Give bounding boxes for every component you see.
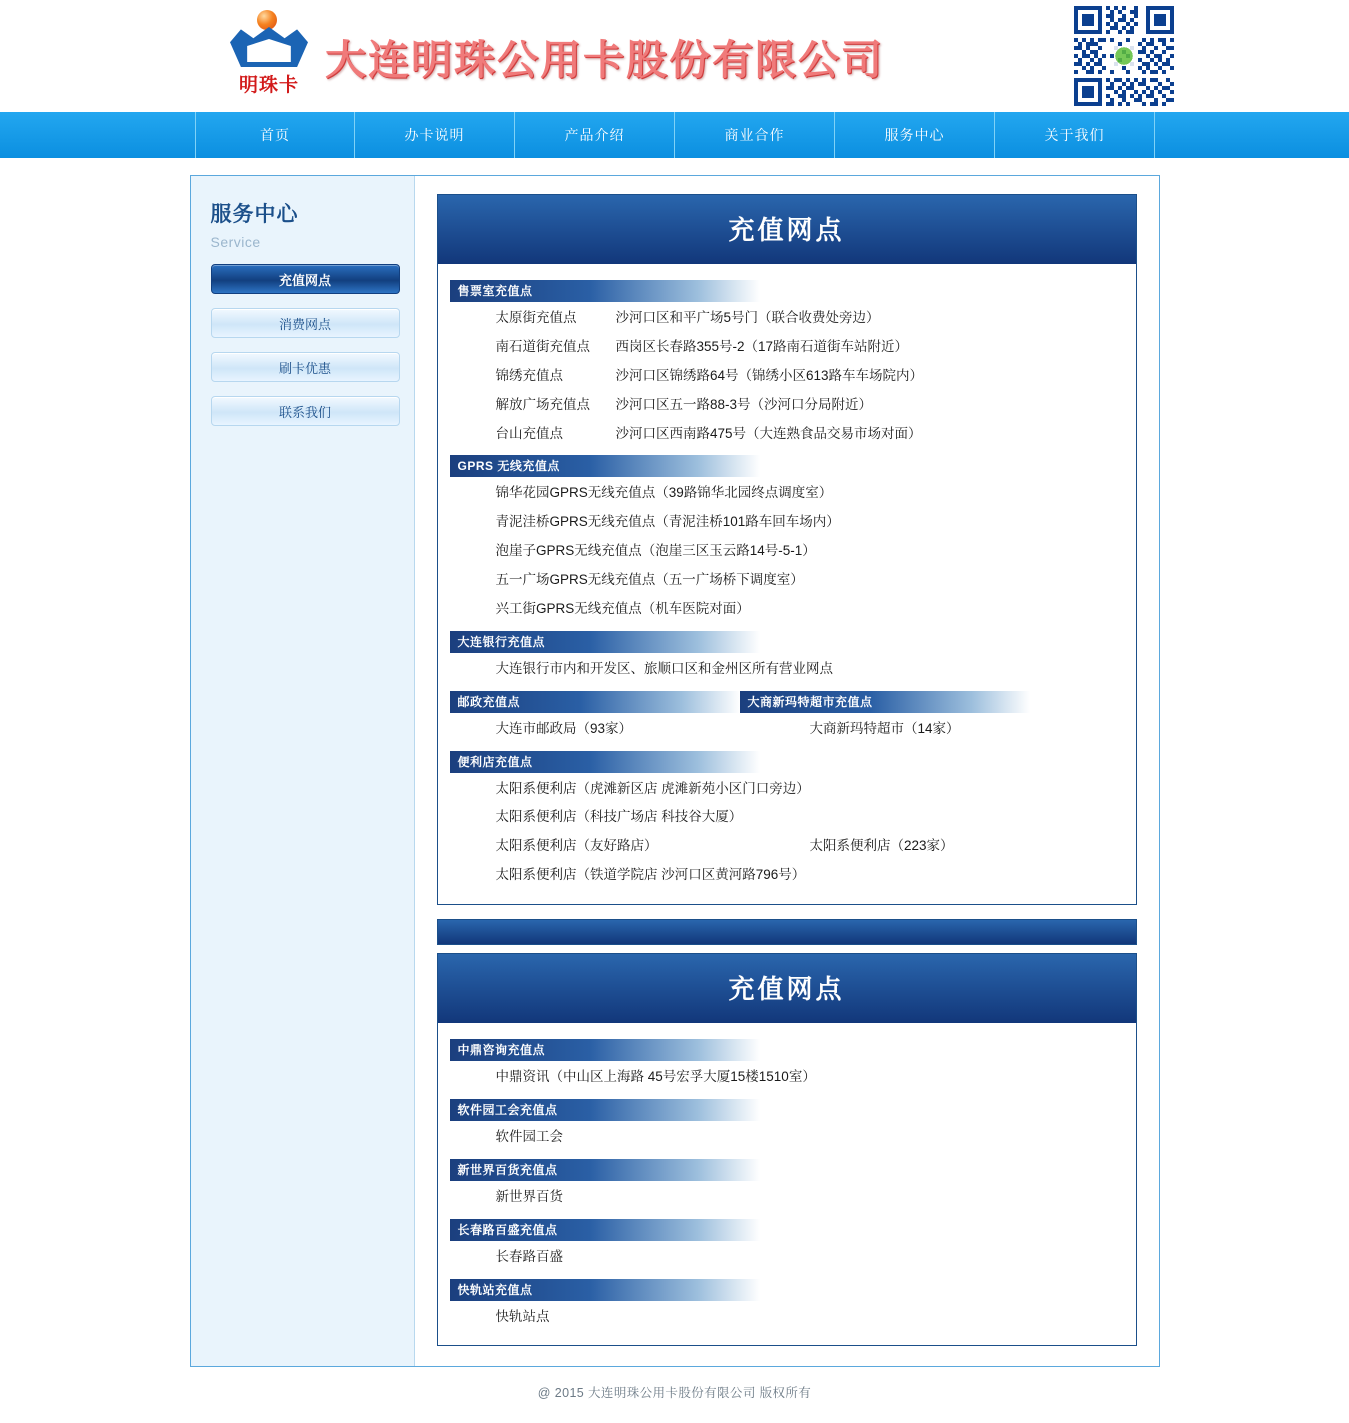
list-item: [496, 333, 1124, 362]
panel-gap: [437, 905, 1137, 913]
main-nav: [0, 112, 1349, 158]
point-text: 长春路百盛: [495, 1248, 563, 1264]
qr-code-icon: [1074, 6, 1174, 106]
nav-item-card-guide[interactable]: 办卡说明: [355, 112, 515, 158]
point-text: 泡崖子GPRS无线充值点（泡崖三区玉云路14号-5-1）: [495, 543, 816, 559]
list-item: [496, 479, 1124, 508]
post-col: [496, 715, 810, 744]
panel-2-body: [438, 1026, 1136, 1345]
point-text: 太阳系便利店（科技广场店 科技谷大厦）: [495, 809, 743, 825]
point-text: 大连银行市内和开发区、旅顺口区和金州区所有营业网点: [495, 660, 833, 676]
nav-item-service[interactable]: 服务中心: [835, 112, 995, 158]
list-item: [496, 508, 1124, 537]
point-text: 太阳系便利店（友好路店）: [495, 838, 658, 854]
list-item: [496, 655, 1124, 684]
content-frame: [190, 175, 1160, 1367]
group-label-dalian-bank: 大连银行充值点: [450, 631, 760, 653]
ticket-office-rows: [450, 304, 1124, 448]
nav-item-about[interactable]: 关于我们: [995, 112, 1155, 158]
site-logo[interactable]: [224, 10, 314, 102]
panel-recharge-points-2: [437, 953, 1137, 1346]
point-text: 快轨站点: [495, 1308, 550, 1324]
list-item: [496, 420, 1124, 449]
list-item: [496, 715, 810, 744]
sidebar-title: 服务中心: [210, 203, 299, 226]
nav-item-products[interactable]: 产品介绍: [515, 112, 675, 158]
new-world-rows: [450, 1183, 1124, 1212]
list-item: [496, 537, 1124, 566]
list-item: [496, 1243, 1124, 1272]
list-item: [496, 566, 1124, 595]
list-item: [496, 1183, 1124, 1212]
bank-rows: [450, 655, 1124, 684]
sidebar-item-recharge-points[interactable]: 充值网点: [211, 264, 400, 294]
group-label-software-park-union: 软件园工会充值点: [450, 1099, 760, 1121]
metro-rows: [450, 1303, 1124, 1332]
group-label-new-world: 新世界百货充值点: [450, 1159, 760, 1181]
list-item: [496, 362, 1124, 391]
list-item: [496, 832, 1124, 861]
group-label-parkson: 长春路百盛充值点: [450, 1219, 760, 1241]
site-footer: @ 2015 大连明珠公用卡股份有限公司 版权所有: [537, 1386, 812, 1401]
sidebar-item-consumption-points[interactable]: 消费网点: [211, 308, 400, 338]
group-label-ticket-office: 售票室充值点: [450, 280, 760, 302]
list-item: [496, 775, 1124, 804]
point-address: 沙河口区五一路88-3号（沙河口分局附近）: [615, 396, 873, 412]
panel-recharge-points-1: [437, 194, 1137, 905]
group-label-row-post-mart: [450, 684, 1124, 715]
store-rows: [450, 775, 1124, 891]
site-header: [0, 0, 1349, 112]
post-mart-rows: [450, 715, 1124, 744]
group-label-zhongding: 中鼎咨询充值点: [450, 1039, 760, 1061]
point-text: 中鼎资讯（中山区上海路 45号宏孚大厦15楼1510室）: [495, 1069, 816, 1084]
list-item: [496, 803, 1124, 832]
point-name: 解放广场充值点: [495, 396, 590, 412]
list-item: [496, 304, 1124, 333]
group-label-metro-station: 快轨站充值点: [450, 1279, 760, 1301]
point-text: 太阳系便利店（铁道学院店 沙河口区黄河路796号）: [495, 867, 806, 883]
point-text: 兴工街GPRS无线充值点（机车医院对面）: [495, 600, 750, 616]
point-address: 沙河口区和平广场5号门（联合收费处旁边）: [615, 310, 880, 325]
point-text: 太阳系便利店（虎滩新区店 虎滩新苑小区门口旁边）: [495, 780, 810, 796]
point-name: 台山充值点: [495, 425, 563, 441]
parkson-rows: [450, 1243, 1124, 1272]
sidebar-item-card-discounts[interactable]: 刷卡优惠: [211, 352, 400, 382]
panel-1-body: [438, 267, 1136, 904]
point-text-secondary: 太阳系便利店（223家）: [809, 838, 954, 854]
page-title: 大连明珠公用卡股份有限公司: [325, 37, 884, 83]
nav-item-business[interactable]: 商业合作: [675, 112, 835, 158]
list-item: [810, 715, 1124, 744]
list-item: [496, 1303, 1124, 1332]
point-text: 大商新玛特超市（14家）: [809, 720, 960, 736]
group-label-mart: 大商新玛特超市充值点: [740, 691, 1030, 713]
software-park-rows: [450, 1123, 1124, 1152]
logo-crown-icon: [230, 27, 308, 67]
nav-item-home[interactable]: 首页: [195, 112, 355, 158]
panel-2-title: 充值网点: [438, 954, 1136, 1026]
point-text-secondary: [810, 867, 1124, 884]
point-name: 锦绣充值点: [495, 367, 563, 383]
sidebar: [191, 176, 415, 1366]
point-address: 西岗区长春路355号-2（17路南石道街车站附近）: [615, 338, 909, 354]
point-text: 青泥洼桥GPRS无线充值点（青泥洼桥101路车回车场内）: [495, 514, 840, 530]
list-item: [496, 1123, 1124, 1152]
point-text: 五一广场GPRS无线充值点（五一广场桥下调度室）: [495, 572, 804, 587]
point-name: 太原街充值点: [495, 310, 577, 325]
group-label-convenience-store: 便利店充值点: [450, 751, 760, 773]
decorative-bar: [437, 919, 1137, 945]
logo-label: 明珠卡: [238, 75, 299, 96]
point-text: 大连市邮政局（93家）: [495, 720, 633, 736]
point-address: 沙河口区西南路475号（大连熟食品交易市场对面）: [615, 425, 922, 441]
sidebar-subtitle: Service: [210, 234, 261, 250]
list-item: [496, 861, 1124, 890]
main-content: [415, 176, 1159, 1366]
point-text: 新世界百货: [495, 1188, 563, 1204]
gprs-rows: [450, 479, 1124, 623]
point-text-secondary: [810, 809, 1124, 826]
point-name: 南石道街充值点: [495, 338, 590, 354]
point-text: 软件园工会: [495, 1128, 563, 1144]
zhongding-rows: [450, 1063, 1124, 1092]
sidebar-item-contact-us[interactable]: 联系我们: [211, 396, 400, 426]
list-item: [496, 1063, 1124, 1092]
group-label-post: 邮政充值点: [450, 691, 740, 713]
point-text-secondary: [810, 781, 1124, 798]
list-item: [496, 391, 1124, 420]
point-text: 锦华花园GPRS无线充值点（39路锦华北园终点调度室）: [495, 485, 833, 501]
panel-1-title: 充值网点: [438, 195, 1136, 267]
point-address: 沙河口区锦绣路64号（锦绣小区613路车车场院内）: [615, 367, 924, 383]
mart-col: [810, 715, 1124, 744]
list-item: [496, 595, 1124, 624]
logo-ball-icon: [257, 10, 277, 30]
group-label-gprs: GPRS 无线充值点: [450, 455, 760, 477]
